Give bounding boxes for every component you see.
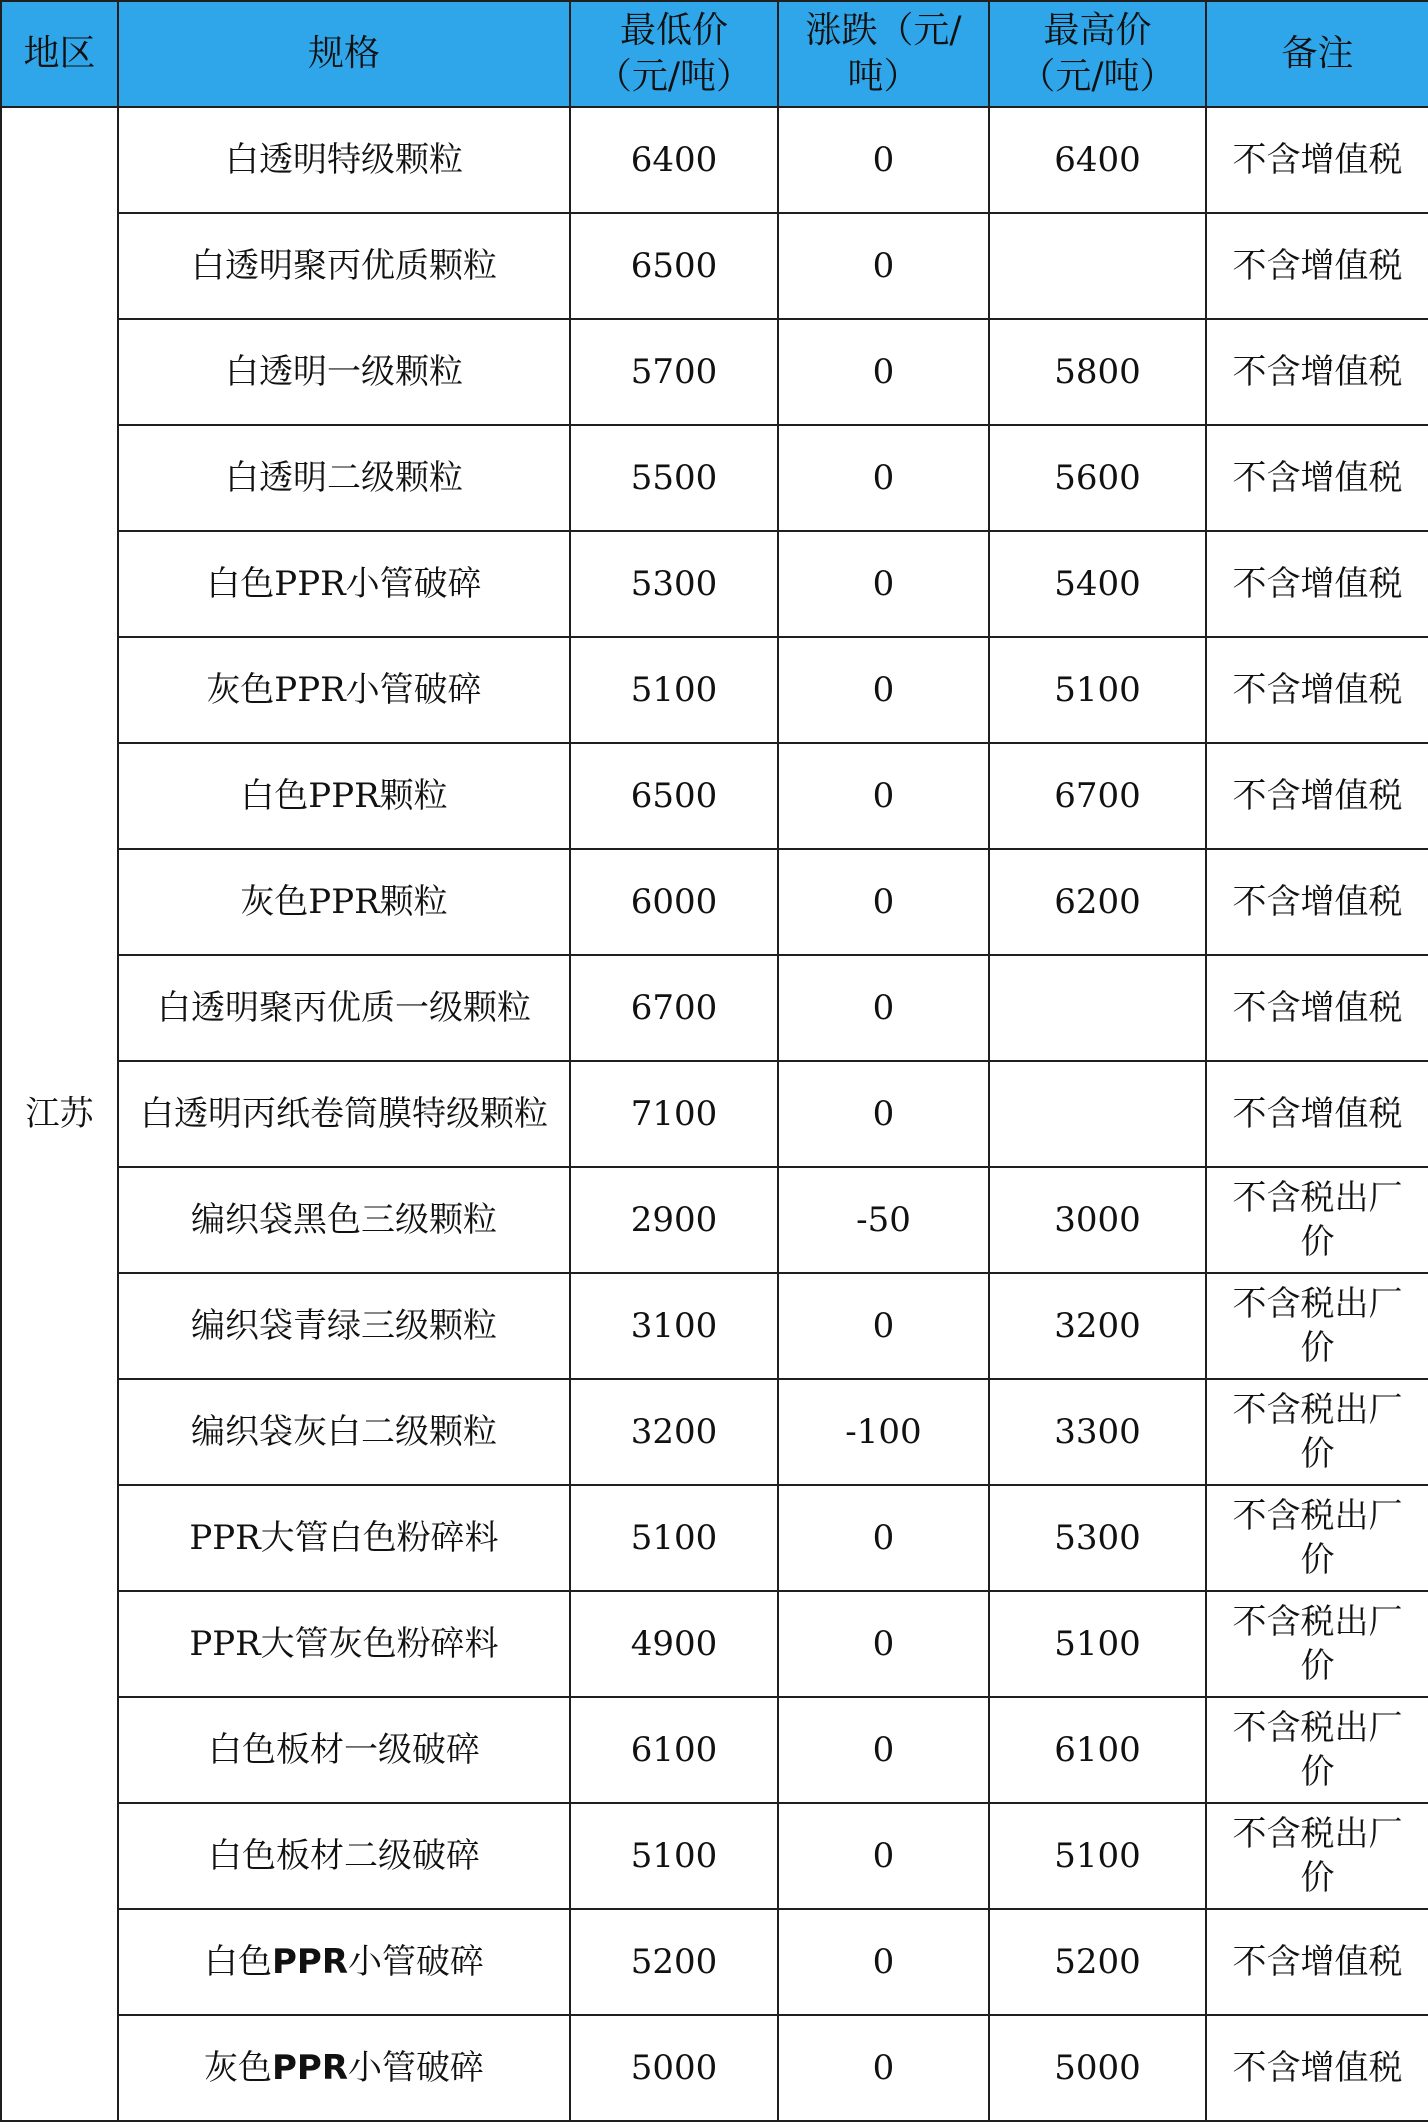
note-cell: 不含税出厂价: [1206, 1803, 1428, 1909]
min-price-cell: 2900: [570, 1167, 778, 1273]
spec-cell: 白色板材一级破碎: [118, 1697, 570, 1803]
header-spec: 规格: [118, 1, 570, 107]
spec-text-part: 小管破碎: [348, 2048, 485, 2088]
change-cell: -100: [778, 1379, 989, 1485]
change-cell: 0: [778, 1485, 989, 1591]
table-row: [1, 425, 1428, 531]
note-cell: 不含增值税: [1206, 955, 1428, 1061]
table-row: [1, 849, 1428, 955]
change-cell: -50: [778, 1167, 989, 1273]
min-price-cell: 6400: [570, 107, 778, 213]
spec-text-part: PPR: [271, 2048, 349, 2088]
change-cell: 0: [778, 1061, 989, 1167]
max-price-cell: 5300: [989, 1485, 1206, 1591]
note-cell: 不含增值税: [1206, 1061, 1428, 1167]
header-row: [1, 1, 1428, 107]
note-cell: 不含税出厂价: [1206, 1167, 1428, 1273]
change-cell: 0: [778, 1909, 989, 2015]
table-row: [1, 1591, 1428, 1697]
note-cell: 不含增值税: [1206, 319, 1428, 425]
min-price-cell: 5300: [570, 531, 778, 637]
note-cell: 不含增值税: [1206, 849, 1428, 955]
table-row: [1, 637, 1428, 743]
table-row: [1, 1379, 1428, 1485]
min-price-cell: 6500: [570, 743, 778, 849]
max-price-cell: 5800: [989, 319, 1206, 425]
spec-cell: PPR大管白色粉碎料: [118, 1485, 570, 1591]
table-row: [1, 2015, 1428, 2121]
spec-cell: 白透明一级颗粒: [118, 319, 570, 425]
table-row: [1, 1909, 1428, 2015]
max-price-cell: 6700: [989, 743, 1206, 849]
table-row: [1, 955, 1428, 1061]
note-cell: 不含增值税: [1206, 425, 1428, 531]
max-price-cell: [989, 1061, 1206, 1167]
change-cell: 0: [778, 107, 989, 213]
table-body: [1, 107, 1428, 2121]
min-price-cell: 5200: [570, 1909, 778, 2015]
spec-cell: 白透明特级颗粒: [118, 107, 570, 213]
spec-text-part: 白色: [203, 1942, 272, 1982]
max-price-cell: 3200: [989, 1273, 1206, 1379]
change-cell: 0: [778, 1273, 989, 1379]
change-cell: 0: [778, 425, 989, 531]
note-cell: 不含增值税: [1206, 107, 1428, 213]
min-price-cell: 7100: [570, 1061, 778, 1167]
note-cell: 不含税出厂价: [1206, 1591, 1428, 1697]
min-price-cell: 5700: [570, 319, 778, 425]
change-cell: 0: [778, 1591, 989, 1697]
change-cell: 0: [778, 213, 989, 319]
min-price-cell: 3200: [570, 1379, 778, 1485]
max-price-cell: 3300: [989, 1379, 1206, 1485]
spec-cell: 白透明二级颗粒: [118, 425, 570, 531]
min-price-cell: 5100: [570, 1485, 778, 1591]
spec-text-part: 灰色: [203, 2048, 272, 2088]
table-row: [1, 107, 1428, 213]
spec-cell: PPR大管灰色粉碎料: [118, 1591, 570, 1697]
change-cell: 0: [778, 2015, 989, 2121]
max-price-cell: 5600: [989, 425, 1206, 531]
spec-cell: 白透明聚丙优质颗粒: [118, 213, 570, 319]
note-cell: 不含增值税: [1206, 213, 1428, 319]
note-cell: 不含增值税: [1206, 743, 1428, 849]
max-price-cell: 5100: [989, 637, 1206, 743]
spec-cell: 白透明丙纸卷筒膜特级颗粒: [118, 1061, 570, 1167]
table-row: [1, 1485, 1428, 1591]
spec-cell: [118, 1909, 570, 2015]
spec-cell: 编织袋灰白二级颗粒: [118, 1379, 570, 1485]
spec-cell: 白色PPR颗粒: [118, 743, 570, 849]
max-price-cell: 5400: [989, 531, 1206, 637]
spec-cell: 灰色PPR小管破碎: [118, 637, 570, 743]
max-price-cell: [989, 955, 1206, 1061]
change-cell: 0: [778, 955, 989, 1061]
max-price-cell: [989, 213, 1206, 319]
min-price-cell: 4900: [570, 1591, 778, 1697]
note-cell: 不含增值税: [1206, 2015, 1428, 2121]
header-note: 备注: [1206, 1, 1428, 107]
max-price-cell: 5100: [989, 1591, 1206, 1697]
table-row: [1, 531, 1428, 637]
max-price-cell: 5200: [989, 1909, 1206, 2015]
min-price-cell: 6500: [570, 213, 778, 319]
header-region: 地区: [1, 1, 118, 107]
spec-text-part: PPR: [271, 1942, 349, 1982]
spec-cell: 灰色PPR颗粒: [118, 849, 570, 955]
note-cell: 不含税出厂价: [1206, 1697, 1428, 1803]
table-row: [1, 319, 1428, 425]
note-cell: 不含税出厂价: [1206, 1485, 1428, 1591]
change-cell: 0: [778, 1803, 989, 1909]
table-row: [1, 1803, 1428, 1909]
header-min-price: 最低价（元/吨）: [570, 1, 778, 107]
spec-cell: [118, 2015, 570, 2121]
min-price-cell: 5100: [570, 1803, 778, 1909]
note-cell: 不含增值税: [1206, 637, 1428, 743]
table-row: [1, 213, 1428, 319]
note-cell: 不含税出厂价: [1206, 1379, 1428, 1485]
max-price-cell: 5000: [989, 2015, 1206, 2121]
spec-cell: 白色板材二级破碎: [118, 1803, 570, 1909]
note-cell: 不含增值税: [1206, 1909, 1428, 2015]
note-cell: 不含增值税: [1206, 531, 1428, 637]
max-price-cell: 6100: [989, 1697, 1206, 1803]
max-price-cell: 3000: [989, 1167, 1206, 1273]
table-row: [1, 743, 1428, 849]
spec-cell: 编织袋黑色三级颗粒: [118, 1167, 570, 1273]
table-row: [1, 1697, 1428, 1803]
max-price-cell: 6400: [989, 107, 1206, 213]
header-change: 涨跌（元/吨）: [778, 1, 989, 107]
min-price-cell: 3100: [570, 1273, 778, 1379]
min-price-cell: 5000: [570, 2015, 778, 2121]
table-row: [1, 1167, 1428, 1273]
min-price-cell: 5100: [570, 637, 778, 743]
min-price-cell: 6700: [570, 955, 778, 1061]
min-price-cell: 5500: [570, 425, 778, 531]
header-max-price: 最高价（元/吨）: [989, 1, 1206, 107]
max-price-cell: 5100: [989, 1803, 1206, 1909]
change-cell: 0: [778, 531, 989, 637]
region-cell: 江苏: [1, 107, 118, 2121]
max-price-cell: 6200: [989, 849, 1206, 955]
spec-cell: 白色PPR小管破碎: [118, 531, 570, 637]
change-cell: 0: [778, 743, 989, 849]
spec-cell: 白透明聚丙优质一级颗粒: [118, 955, 570, 1061]
change-cell: 0: [778, 637, 989, 743]
change-cell: 0: [778, 1697, 989, 1803]
note-cell: 不含税出厂价: [1206, 1273, 1428, 1379]
min-price-cell: 6000: [570, 849, 778, 955]
table-row: [1, 1273, 1428, 1379]
spec-cell: 编织袋青绿三级颗粒: [118, 1273, 570, 1379]
change-cell: 0: [778, 849, 989, 955]
min-price-cell: 6100: [570, 1697, 778, 1803]
table-row: [1, 1061, 1428, 1167]
change-cell: 0: [778, 319, 989, 425]
spec-text-part: 小管破碎: [348, 1942, 485, 1982]
